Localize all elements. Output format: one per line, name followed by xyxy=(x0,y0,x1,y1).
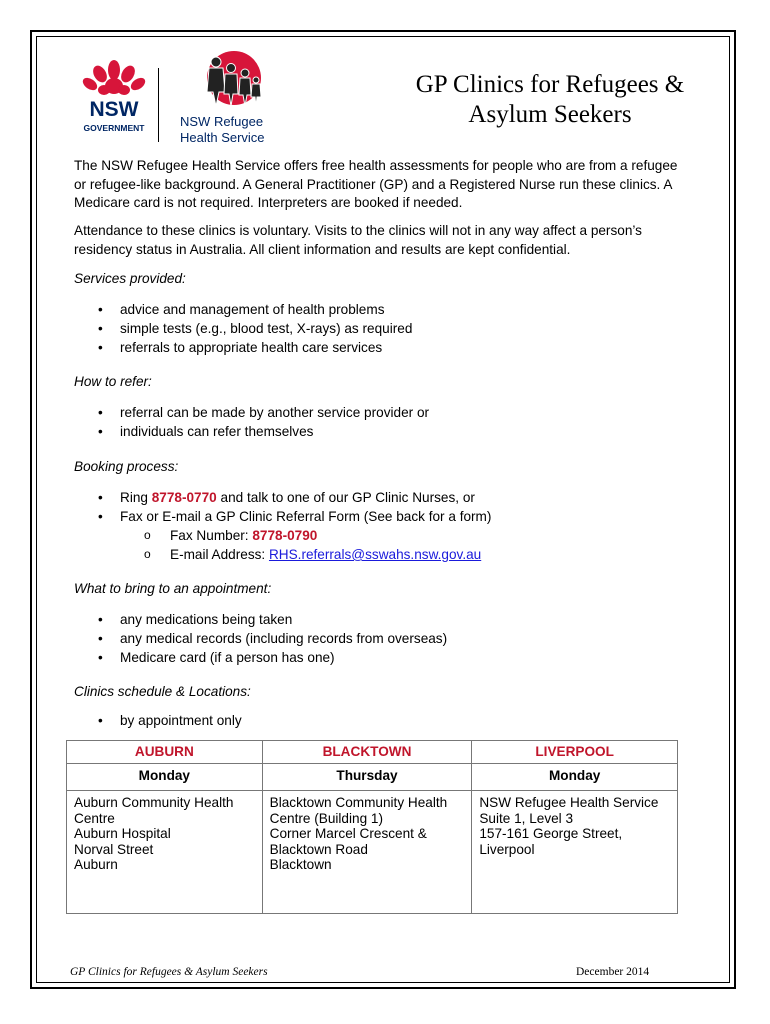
table-row xyxy=(67,791,678,914)
list-item: o E-mail Address: RHS.referrals@sswahs.nsw.gov.au xyxy=(74,545,481,564)
list-item: • advice and management of health problems xyxy=(74,300,412,319)
table-cell-address: NSW Refugee Health Service Suite 1, Level 3 157-161 George Street, Liverpool xyxy=(472,791,678,914)
page-title-line-2: Asylum Seekers xyxy=(468,101,632,128)
table-cell-day: Monday xyxy=(472,764,678,791)
bring-list xyxy=(74,610,447,667)
list-item: • referrals to appropriate health care services xyxy=(74,338,412,357)
table-cell-address: Auburn Community Health Centre Auburn Hospital Norval Street Auburn xyxy=(67,791,263,914)
intro-paragraph: The NSW Refugee Health Service offers free health assessments for people who are from a refugee or refugee-like background. A General Practitioner (GP) and a Registered Nurse run these clinics. A Medicare card is not required. Interpreters are booked if needed. xyxy=(74,158,678,210)
table-cell-city: BLACKTOWN xyxy=(262,741,472,764)
ring-phone-number[interactable]: 8778-0770 xyxy=(151,490,217,505)
table-cell-address: Blacktown Community Health Centre (Building 1) Corner Marcel Crescent & Blacktown Road Blacktown xyxy=(262,791,472,914)
list-item: o Fax Number: 8778-0790 xyxy=(74,526,481,545)
services-list xyxy=(74,300,412,357)
list-item: • individuals can refer themselves xyxy=(74,422,429,441)
list-item: • by appointment only xyxy=(74,711,242,730)
fax-number: 8778-0790 xyxy=(252,528,318,543)
refer-heading: How to refer: xyxy=(74,374,152,389)
list-item: • any medications being taken xyxy=(74,610,447,629)
footer-date: December 2014 xyxy=(576,966,650,978)
bring-heading: What to bring to an appointment: xyxy=(74,581,272,596)
table-cell-city: LIVERPOOL xyxy=(472,741,678,764)
list-item: • referral can be made by another service provider or xyxy=(74,403,429,422)
list-item: • Medicare card (if a person has one) xyxy=(74,648,447,667)
rhs-logo-line-2: Health Service xyxy=(180,130,265,145)
clinics-list xyxy=(74,711,242,730)
page-title xyxy=(380,70,720,130)
table-cell-city: AUBURN xyxy=(67,741,263,764)
services-heading: Services provided: xyxy=(74,271,186,286)
nsw-government-logo xyxy=(74,60,154,138)
nsw-logo-text: NSW xyxy=(89,98,139,121)
table-cell-day: Thursday xyxy=(262,764,472,791)
rhs-logo-line-1: NSW Refugee xyxy=(180,114,264,129)
list-item: • Ring 8778-0770 and talk to one of our GP Clinic Nurses, or xyxy=(74,488,491,507)
table-row xyxy=(67,764,678,791)
table-row xyxy=(67,741,678,764)
list-item: • Fax or E-mail a GP Clinic Referral Form (See back for a form) xyxy=(74,507,491,526)
clinic-schedule-table xyxy=(66,740,678,914)
government-logo-text: GOVERNMENT xyxy=(83,123,145,133)
booking-list xyxy=(74,488,491,526)
logo-divider xyxy=(158,68,159,142)
list-item: • simple tests (e.g., blood test, X-rays) as required xyxy=(74,319,412,338)
list-item: • any medical records (including records from overseas) xyxy=(74,629,447,648)
email-link[interactable]: RHS.referrals@sswahs.nsw.gov.au xyxy=(268,547,482,562)
page-title-line-1: GP Clinics for Refugees & xyxy=(415,71,685,98)
refer-list xyxy=(74,403,429,441)
refugee-health-service-logo xyxy=(176,48,286,148)
table-cell-day: Monday xyxy=(67,764,263,791)
attendance-paragraph: Attendance to these clinics is voluntary. Visits to the clinics will not in any way affect a person’s residency status in Australia. All client information and results are kept confidential. xyxy=(74,223,642,257)
clinics-heading: Clinics schedule & Locations: xyxy=(74,684,251,699)
booking-heading: Booking process: xyxy=(74,459,179,474)
booking-sublist xyxy=(74,526,481,564)
footer-title: GP Clinics for Refugees & Asylum Seekers xyxy=(70,966,268,978)
